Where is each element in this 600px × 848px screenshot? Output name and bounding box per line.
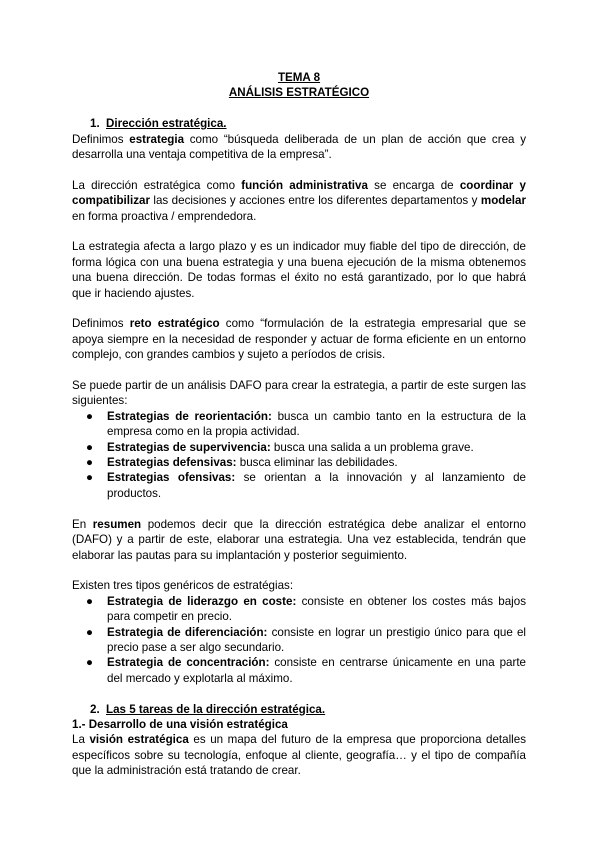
strategy-list [72,409,526,501]
document-content [72,70,526,779]
section-heading-2: 2. Las 5 tareas de la dirección estratégica. [90,702,326,716]
paragraph-administrative-function: La dirección estratégica como función administrativa se encarga de coordinar y compatibilizar las decisiones y acciones entre los diferentes departamentos y modelar en forma proactiva / emprendedora. [72,178,526,223]
list-item: ● Estrategia de concentración: consiste en centrarse únicamente en una parte del mercado y explotarla al máximo. [86,656,526,685]
list-item: ● Estrategias de supervivencia: busca una salida a un problema grave. [86,440,474,454]
list-item: ● Estrategias de reorientación: busca un cambio tanto en la estructura de la empresa como en la propia actividad. [86,409,526,439]
section-heading-1: 1. Dirección estratégica. [90,117,227,131]
paragraph-strategic-vision: La visión estratégica es un mapa del futuro de la empresa que proporciona detalles específicos sobre su tecnología, enfoque al cliente, geografía… y el tipo de compañía que la administración está tratando de crear. [72,733,526,778]
list-item: ● Estrategia de liderazgo en coste: consiste en obtener los costes más bajos para competir en precio. [86,594,527,624]
paragraph-long-term: La estrategia afecta a largo plazo y es un indicador muy fiable del tipo de dirección, de forma lógica con una buena estrategia y una buena ejecución de la misma obtenemos una buena dirección. De todas formas el éxito no está garantizado, por lo que habrá que ir haciendo ajustes. [72,240,526,300]
generic-strategy-list [72,594,526,686]
subsection-heading-vision: 1.- Desarrollo de una visión estratégica [72,717,288,731]
list-item: ● Estrategia de diferenciación: consiste en lograr un prestigio único para que el precio pase a ser algo secundario. [86,625,526,654]
list-item: ● Estrategias ofensivas: se orientan a la innovación y al lanzamiento de productos. [86,471,526,500]
document-subtitle: ANÁLISIS ESTRATÉGICO [228,86,370,100]
document-title: TEMA 8 [277,71,321,84]
paragraph-dafo-intro: Se puede partir de un análisis DAFO para crear la estrategia, a partir de este surgen las siguientes: [72,379,526,408]
paragraph-summary: En resumen podemos decir que la dirección estratégica debe analizar el entorno (DAFO) y a partir de este, elaborar una estrategia. Una vez establecida, tendrán que elaborar las pautas para su implantación y posterior seguimiento. [72,517,527,562]
paragraph-definition-strategy: Definimos estrategia como “búsqueda deliberada de un plan de acción que crea y desarrolla una ventaja competitiva de la empresa”. [72,132,526,162]
paragraph-generic-types-intro: Existen tres tipos genéricos de estratégias: [72,579,294,593]
list-item: ● Estrategias defensivas: busca eliminar las debilidades. [86,456,398,470]
paragraph-strategic-challenge: Definimos reto estratégico como “formulación de la estrategia empresarial que se apoya siempre en la necesidad de responder y actuar de forma eficiente en un entorno complejo, con grandes cambios y sujeto a períodos de crisis. [72,317,526,362]
